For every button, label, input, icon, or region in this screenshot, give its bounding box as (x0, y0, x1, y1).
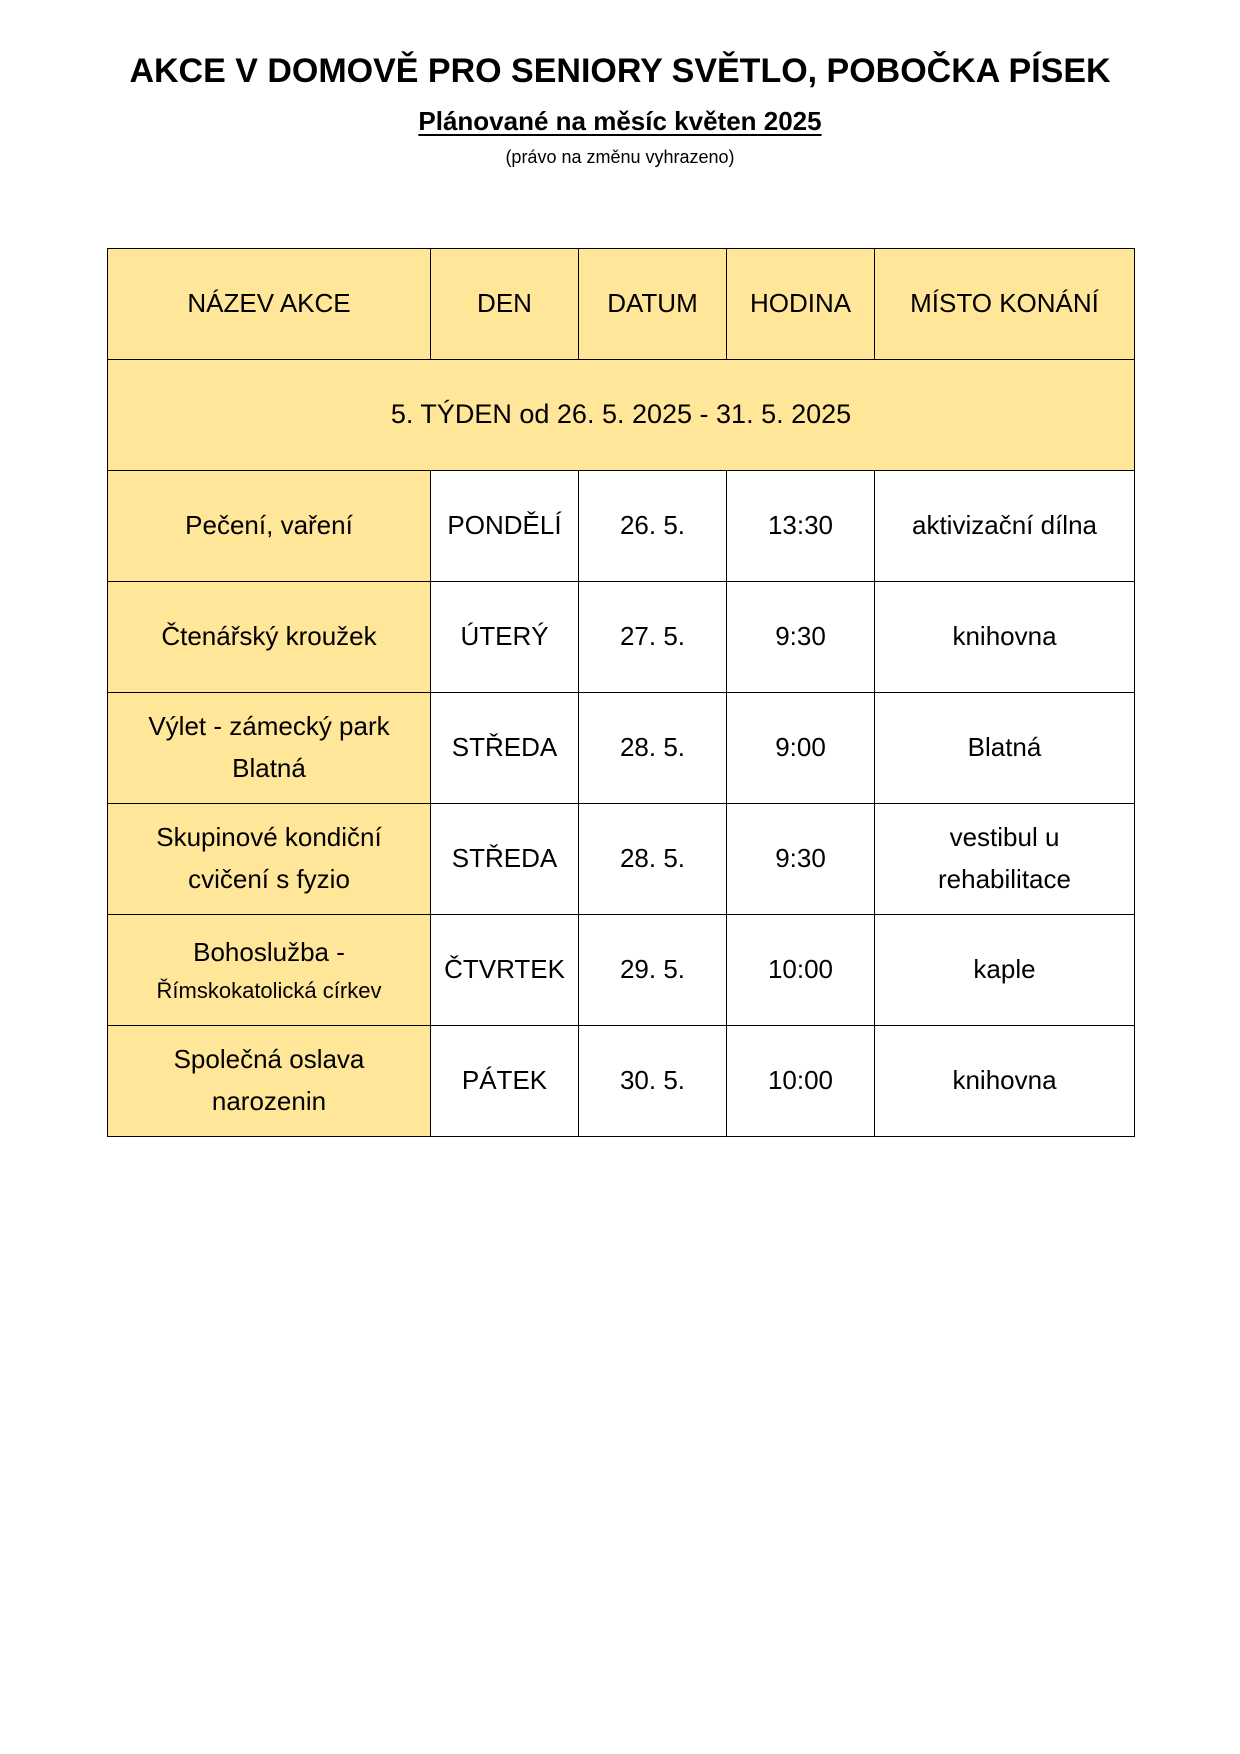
event-name-line1: Výlet - zámecký park (148, 711, 390, 742)
column-header-date: DATUM (579, 249, 727, 360)
event-place-line2: rehabilitace (938, 864, 1071, 894)
event-name-cell (108, 1026, 431, 1137)
table-header-row (108, 249, 1135, 360)
event-name-line2: Blatná (232, 753, 306, 783)
table-row (108, 804, 1135, 915)
event-day-cell: STŘEDA (431, 693, 579, 804)
event-day-cell: PÁTEK (431, 1026, 579, 1137)
event-day-cell: ČTVRTEK (431, 915, 579, 1026)
event-name-line1: Společná oslava (173, 1044, 365, 1075)
table-row (108, 693, 1135, 804)
page-subtitle (0, 106, 1240, 137)
event-name-cell (108, 693, 431, 804)
event-name-cell (108, 471, 431, 582)
column-header-day: DEN (431, 249, 579, 360)
event-date-cell: 28. 5. (579, 804, 727, 915)
table-row (108, 471, 1135, 582)
event-day-cell: PONDĚLÍ (431, 471, 579, 582)
event-time-cell: 13:30 (727, 471, 875, 582)
event-name-cell (108, 915, 431, 1026)
event-name-line2: narozenin (211, 1086, 327, 1116)
event-name-cell (108, 582, 431, 693)
events-table (107, 248, 1135, 1137)
week-label: 5. TÝDEN od 26. 5. 2025 - 31. 5. 2025 (108, 360, 1135, 471)
event-name-cell (108, 804, 431, 915)
column-header-name: NÁZEV AKCE (108, 249, 431, 360)
event-date-cell: 27. 5. (579, 582, 727, 693)
event-time-cell: 9:30 (727, 804, 875, 915)
event-time-cell: 9:30 (727, 582, 875, 693)
event-place-cell (875, 471, 1135, 582)
subtitle-text: Plánované na měsíc květen 2025 (418, 106, 822, 136)
table-row (108, 582, 1135, 693)
event-place-line1: knihovna (952, 621, 1057, 652)
event-name-line1: Pečení, vaření (185, 510, 353, 541)
week-row (108, 360, 1135, 471)
event-name-line2: cvičení s fyzio (188, 864, 350, 894)
event-place-cell (875, 582, 1135, 693)
event-place-line1: vestibul u (949, 822, 1060, 853)
disclaimer-note: (právo na změnu vyhrazeno) (505, 147, 735, 167)
table-row (108, 1026, 1135, 1137)
event-place-cell (875, 1026, 1135, 1137)
events-body (108, 471, 1135, 1137)
event-time-cell: 10:00 (727, 915, 875, 1026)
event-place-cell (875, 915, 1135, 1026)
event-name-line2: Římskokatolická církev (156, 978, 382, 1004)
table-row (108, 915, 1135, 1026)
event-day-cell: ÚTERÝ (431, 582, 579, 693)
event-date-cell: 28. 5. (579, 693, 727, 804)
event-place-line1: aktivizační dílna (912, 510, 1097, 541)
event-date-cell: 29. 5. (579, 915, 727, 1026)
event-name-line1: Skupinové kondiční (156, 822, 382, 853)
event-place-cell (875, 804, 1135, 915)
column-header-time: HODINA (727, 249, 875, 360)
event-day-cell: STŘEDA (431, 804, 579, 915)
event-place-line1: Blatná (967, 732, 1042, 763)
event-name-line1: Bohoslužba - (193, 936, 345, 967)
event-date-cell: 26. 5. (579, 471, 727, 582)
event-name-line1: Čtenářský kroužek (161, 621, 377, 652)
event-time-cell: 10:00 (727, 1026, 875, 1137)
event-time-cell: 9:00 (727, 693, 875, 804)
event-place-line1: knihovna (952, 1065, 1057, 1096)
column-header-place: MÍSTO KONÁNÍ (875, 249, 1135, 360)
page-title: AKCE V DOMOVĚ PRO SENIORY SVĚTLO, POBOČKA PÍSEK (129, 52, 1111, 90)
event-place-line1: kaple (973, 954, 1036, 985)
event-date-cell: 30. 5. (579, 1026, 727, 1137)
event-place-cell (875, 693, 1135, 804)
